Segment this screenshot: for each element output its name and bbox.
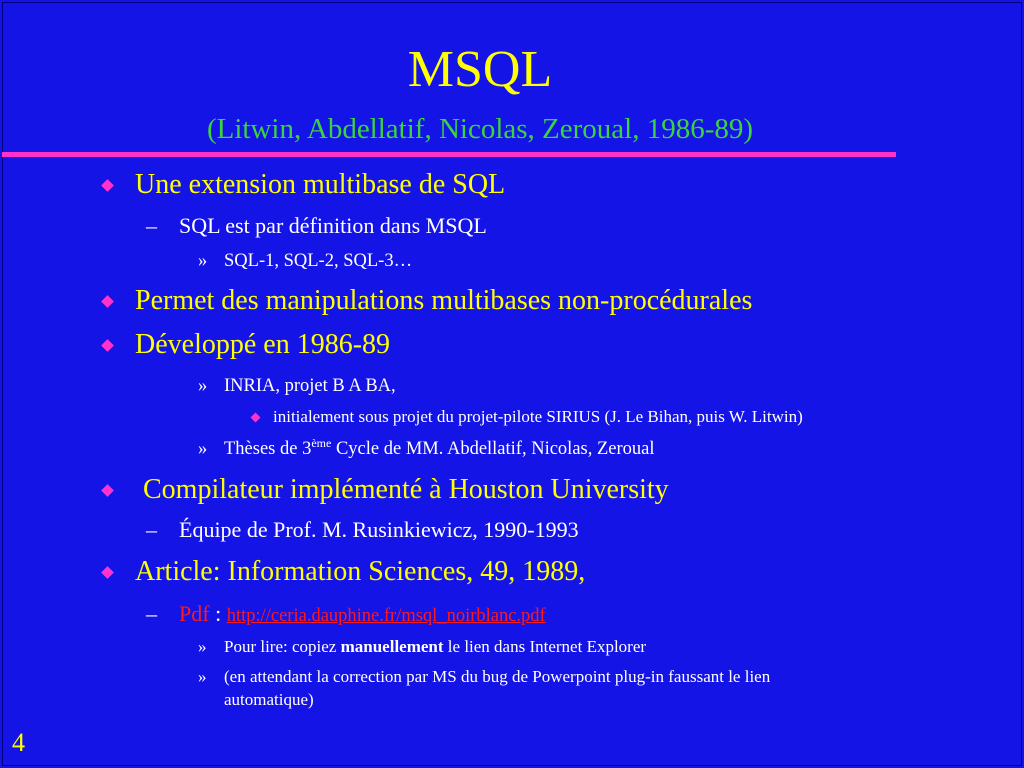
bullet-level1: Permet des manipulations multibases non-procédurales	[135, 285, 753, 316]
bullet-level3-instructions	[224, 637, 646, 657]
bullet-level3: SQL-1, SQL-2, SQL-3…	[224, 251, 413, 271]
raquo-marker: »	[198, 667, 207, 686]
slide-title: MSQL	[407, 41, 553, 98]
page-number: 4	[12, 728, 25, 757]
pdf-label: Pdf	[179, 601, 210, 626]
raquo-marker: »	[198, 439, 208, 459]
raquo-marker: »	[198, 637, 207, 656]
bullet-level4: initialement sous projet du projet-pilote SIRIUS (J. Le Bihan, puis W. Litwin)	[273, 407, 803, 426]
instructions-prefix: Pour lire: copiez	[224, 637, 341, 656]
bullet-level3: INRIA, projet B A BA,	[224, 376, 396, 396]
pdf-link-line	[179, 601, 546, 629]
pdf-link[interactable]: http://ceria.dauphine.fr/msql_noirblanc.pdf	[226, 606, 546, 626]
instructions-bold: manuellement	[340, 637, 444, 656]
raquo-marker: »	[198, 251, 208, 271]
bullet-level3-theses	[224, 438, 655, 460]
title-divider	[2, 152, 896, 157]
dash-marker: –	[146, 517, 157, 542]
bullet-level2: SQL est par définition dans MSQL	[179, 213, 487, 238]
theses-suffix: Cycle de MM. Abdellatif, Nicolas, Zeroual	[331, 439, 655, 459]
bullet-level3-note-line1: (en attendant la correction par MS du bug de Powerpoint plug-in faussant le lien	[224, 667, 771, 686]
bullet-level1: Article: Information Sciences, 49, 1989,	[135, 556, 586, 587]
slide-subtitle: (Litwin, Abdellatif, Nicolas, Zeroual, 1986-89)	[206, 113, 754, 145]
raquo-marker: »	[198, 376, 208, 396]
instructions-suffix: le lien dans Internet Explorer	[443, 637, 647, 656]
bullet-level1: Compilateur implémenté à Houston University	[143, 474, 669, 505]
bullet-level3-note-line2: automatique)	[224, 690, 314, 709]
bullet-level1: Une extension multibase de SQL	[135, 169, 506, 200]
dash-marker: –	[146, 601, 157, 626]
dash-marker: –	[146, 213, 157, 238]
theses-superscript: ème	[311, 436, 332, 450]
bullet-level2: Équipe de Prof. M. Rusinkiewicz, 1990-1993	[179, 517, 579, 542]
pdf-separator: :	[209, 601, 227, 626]
theses-prefix: Thèses de 3	[224, 439, 312, 459]
bullet-level1: Développé en 1986-89	[135, 329, 391, 360]
